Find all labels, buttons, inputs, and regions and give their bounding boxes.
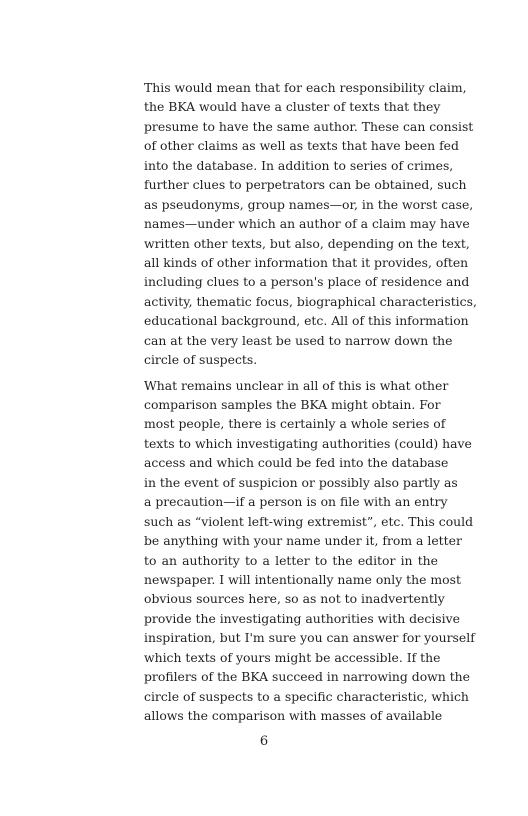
text-line: all kinds of other information that it provides, often <box>144 254 469 270</box>
text-line: which texts of yours might be accessible. If the <box>144 649 441 665</box>
text-line: to an authority to a letter to the editor in the <box>144 552 438 568</box>
text-line: What remains unclear in all of this is what other <box>144 377 449 393</box>
text-line: the BKA would have a cluster of texts that they <box>144 99 441 115</box>
body-text <box>144 78 477 731</box>
text-line: circle of suspects to a specific characteristic, which <box>144 688 469 704</box>
text-line: obvious sources here, so as not to inadvertently <box>144 591 445 607</box>
text-line: profilers of the BKA succeed in narrowing down the <box>144 669 470 685</box>
text-line: This would mean that for each responsibility claim, <box>144 80 467 95</box>
text-line: most people, there is certainly a whole series of <box>144 416 446 432</box>
paragraph-1 <box>144 78 477 370</box>
text-line: into the database. In addition to series of crimes, <box>144 157 454 173</box>
page-number: 6 <box>259 734 269 749</box>
text-line: allows the comparison with masses of available <box>144 708 443 723</box>
text-line: educational background, etc. All of this information <box>144 313 469 329</box>
text-line: access and which could be fed into the database <box>144 455 449 471</box>
text-line: in the event of suspicion or possibly also partly as <box>144 474 458 490</box>
text-line: of other claims as well as texts that have been fed <box>144 138 459 154</box>
text-line: circle of suspects. <box>144 352 258 368</box>
text-line: written other texts, but also, depending on the text, <box>144 235 470 251</box>
text-line: texts to which investigating authorities (could) have <box>144 435 472 451</box>
text-line: including clues to a person's place of residence and <box>144 274 470 290</box>
text-line: a precaution—if a person is on file with an entry <box>144 494 448 510</box>
text-line: activity, thematic focus, biographical characteristics, <box>144 293 477 309</box>
text-line: inspiration, but I'm sure you can answer for yourself <box>144 630 475 646</box>
text-line: as pseudonyms, group names—or, in the worst case, <box>144 196 474 212</box>
text-line: newspaper. I will intentionally name only the most <box>144 571 461 587</box>
text-line: comparison samples the BKA might obtain. For <box>144 397 441 412</box>
text-line: provide the investigating authorities with decisive <box>144 610 460 626</box>
text-line: further clues to perpetrators can be obtained, such <box>144 177 467 193</box>
text-line: presume to have the same author. These can consist <box>144 118 474 134</box>
paragraph-2 <box>144 376 475 726</box>
text-line: can at the very least be used to narrow down the <box>144 332 453 348</box>
text-line: be anything with your name under it, from a letter <box>144 533 462 549</box>
text-line: such as “violent left-wing extremist”, etc. This could <box>144 513 474 529</box>
text-line: names—under which an author of a claim may have <box>144 216 470 232</box>
